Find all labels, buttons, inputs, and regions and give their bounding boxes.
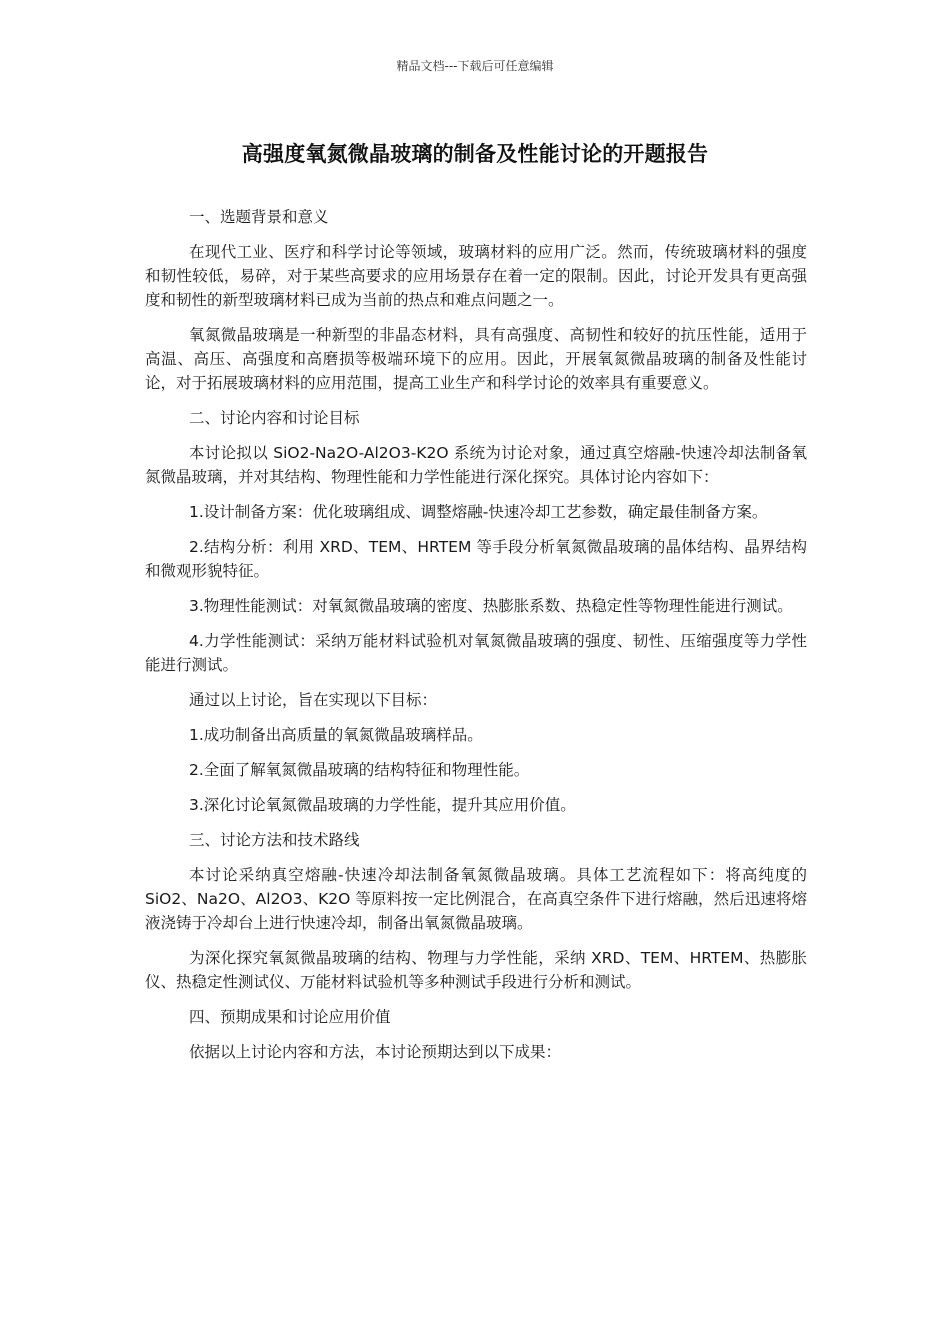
paragraph: 氧氮微晶玻璃是一种新型的非晶态材料，具有高强度、高韧性和较好的抗压性能，适用于高温、高压、高强度和高磨损等极端环境下的应用。因此，开展氧氮微晶玻璃的制备及性能讨论，对于拓展玻璃材料的应用范围，提高工业生产和科学讨论的效率具有重要意义。 bbox=[145, 326, 807, 392]
section-heading-4: 四、预期成果和讨论应用价值 bbox=[189, 1008, 391, 1026]
section-heading-2: 二、讨论内容和讨论目标 bbox=[189, 409, 360, 427]
paragraph: 依据以上讨论内容和方法，本讨论预期达到以下成果： bbox=[189, 1043, 562, 1061]
list-item: 2.全面了解氧氮微晶玻璃的结构特征和物理性能。 bbox=[189, 761, 530, 779]
list-item: 2.结构分析：利用 XRD、TEM、HRTEM 等手段分析氧氮微晶玻璃的晶体结构、晶界结构和微观形貌特征。 bbox=[145, 538, 807, 580]
paragraph: 通过以上讨论，旨在实现以下目标： bbox=[189, 691, 438, 709]
list-item: 4.力学性能测试：采纳万能材料试验机对氧氮微晶玻璃的强度、韧性、压缩强度等力学性能进行测试。 bbox=[145, 632, 807, 674]
paragraph: 本讨论采纳真空熔融-快速冷却法制备氧氮微晶玻璃。具体工艺流程如下：将高纯度的 SiO2、Na2O、Al2O3、K2O 等原料按一定比例混合，在高真空条件下进行熔融，然后迅速将熔液浇铸于冷却台上进行快速冷却，制备出氧氮微晶玻璃。 bbox=[145, 866, 807, 932]
list-item: 3.物理性能测试：对氧氮微晶玻璃的密度、热膨胀系数、热稳定性等物理性能进行测试。 bbox=[189, 597, 793, 615]
paragraph: 本讨论拟以 SiO2-Na2O-Al2O3-K2O 系统为讨论对象，通过真空熔融-快速冷却法制备氧氮微晶玻璃，并对其结构、物理性能和力学性能进行深化探究。具体讨论内容如下： bbox=[145, 444, 807, 486]
list-item: 3.深化讨论氧氮微晶玻璃的力学性能，提升其应用价值。 bbox=[189, 796, 576, 814]
section-heading-3: 三、讨论方法和技术路线 bbox=[189, 831, 360, 849]
paragraph: 为深化探究氧氮微晶玻璃的结构、物理与力学性能，采纳 XRD、TEM、HRTEM、热膨胀仪、热稳定性测试仪、万能材料试验机等多种测试手段进行分析和测试。 bbox=[145, 949, 807, 991]
paragraph: 在现代工业、医疗和科学讨论等领域，玻璃材料的应用广泛。然而，传统玻璃材料的强度和韧性较低，易碎，对于某些高要求的应用场景存在着一定的限制。因此，讨论开发具有更高强度和韧性的新型玻璃材料已成为当前的热点和难点问题之一。 bbox=[145, 243, 807, 309]
page-header: 精品文档---下载后可任意编辑 bbox=[396, 59, 554, 73]
section-heading-1: 一、选题背景和意义 bbox=[189, 208, 329, 226]
document-title: 高强度氧氮微晶玻璃的制备及性能讨论的开题报告 bbox=[241, 142, 709, 166]
list-item: 1.成功制备出高质量的氧氮微晶玻璃样品。 bbox=[189, 726, 483, 744]
document-body bbox=[145, 205, 807, 1064]
list-item: 1.设计制备方案：优化玻璃组成、调整熔融-快速冷却工艺参数，确定最佳制备方案。 bbox=[189, 503, 768, 521]
